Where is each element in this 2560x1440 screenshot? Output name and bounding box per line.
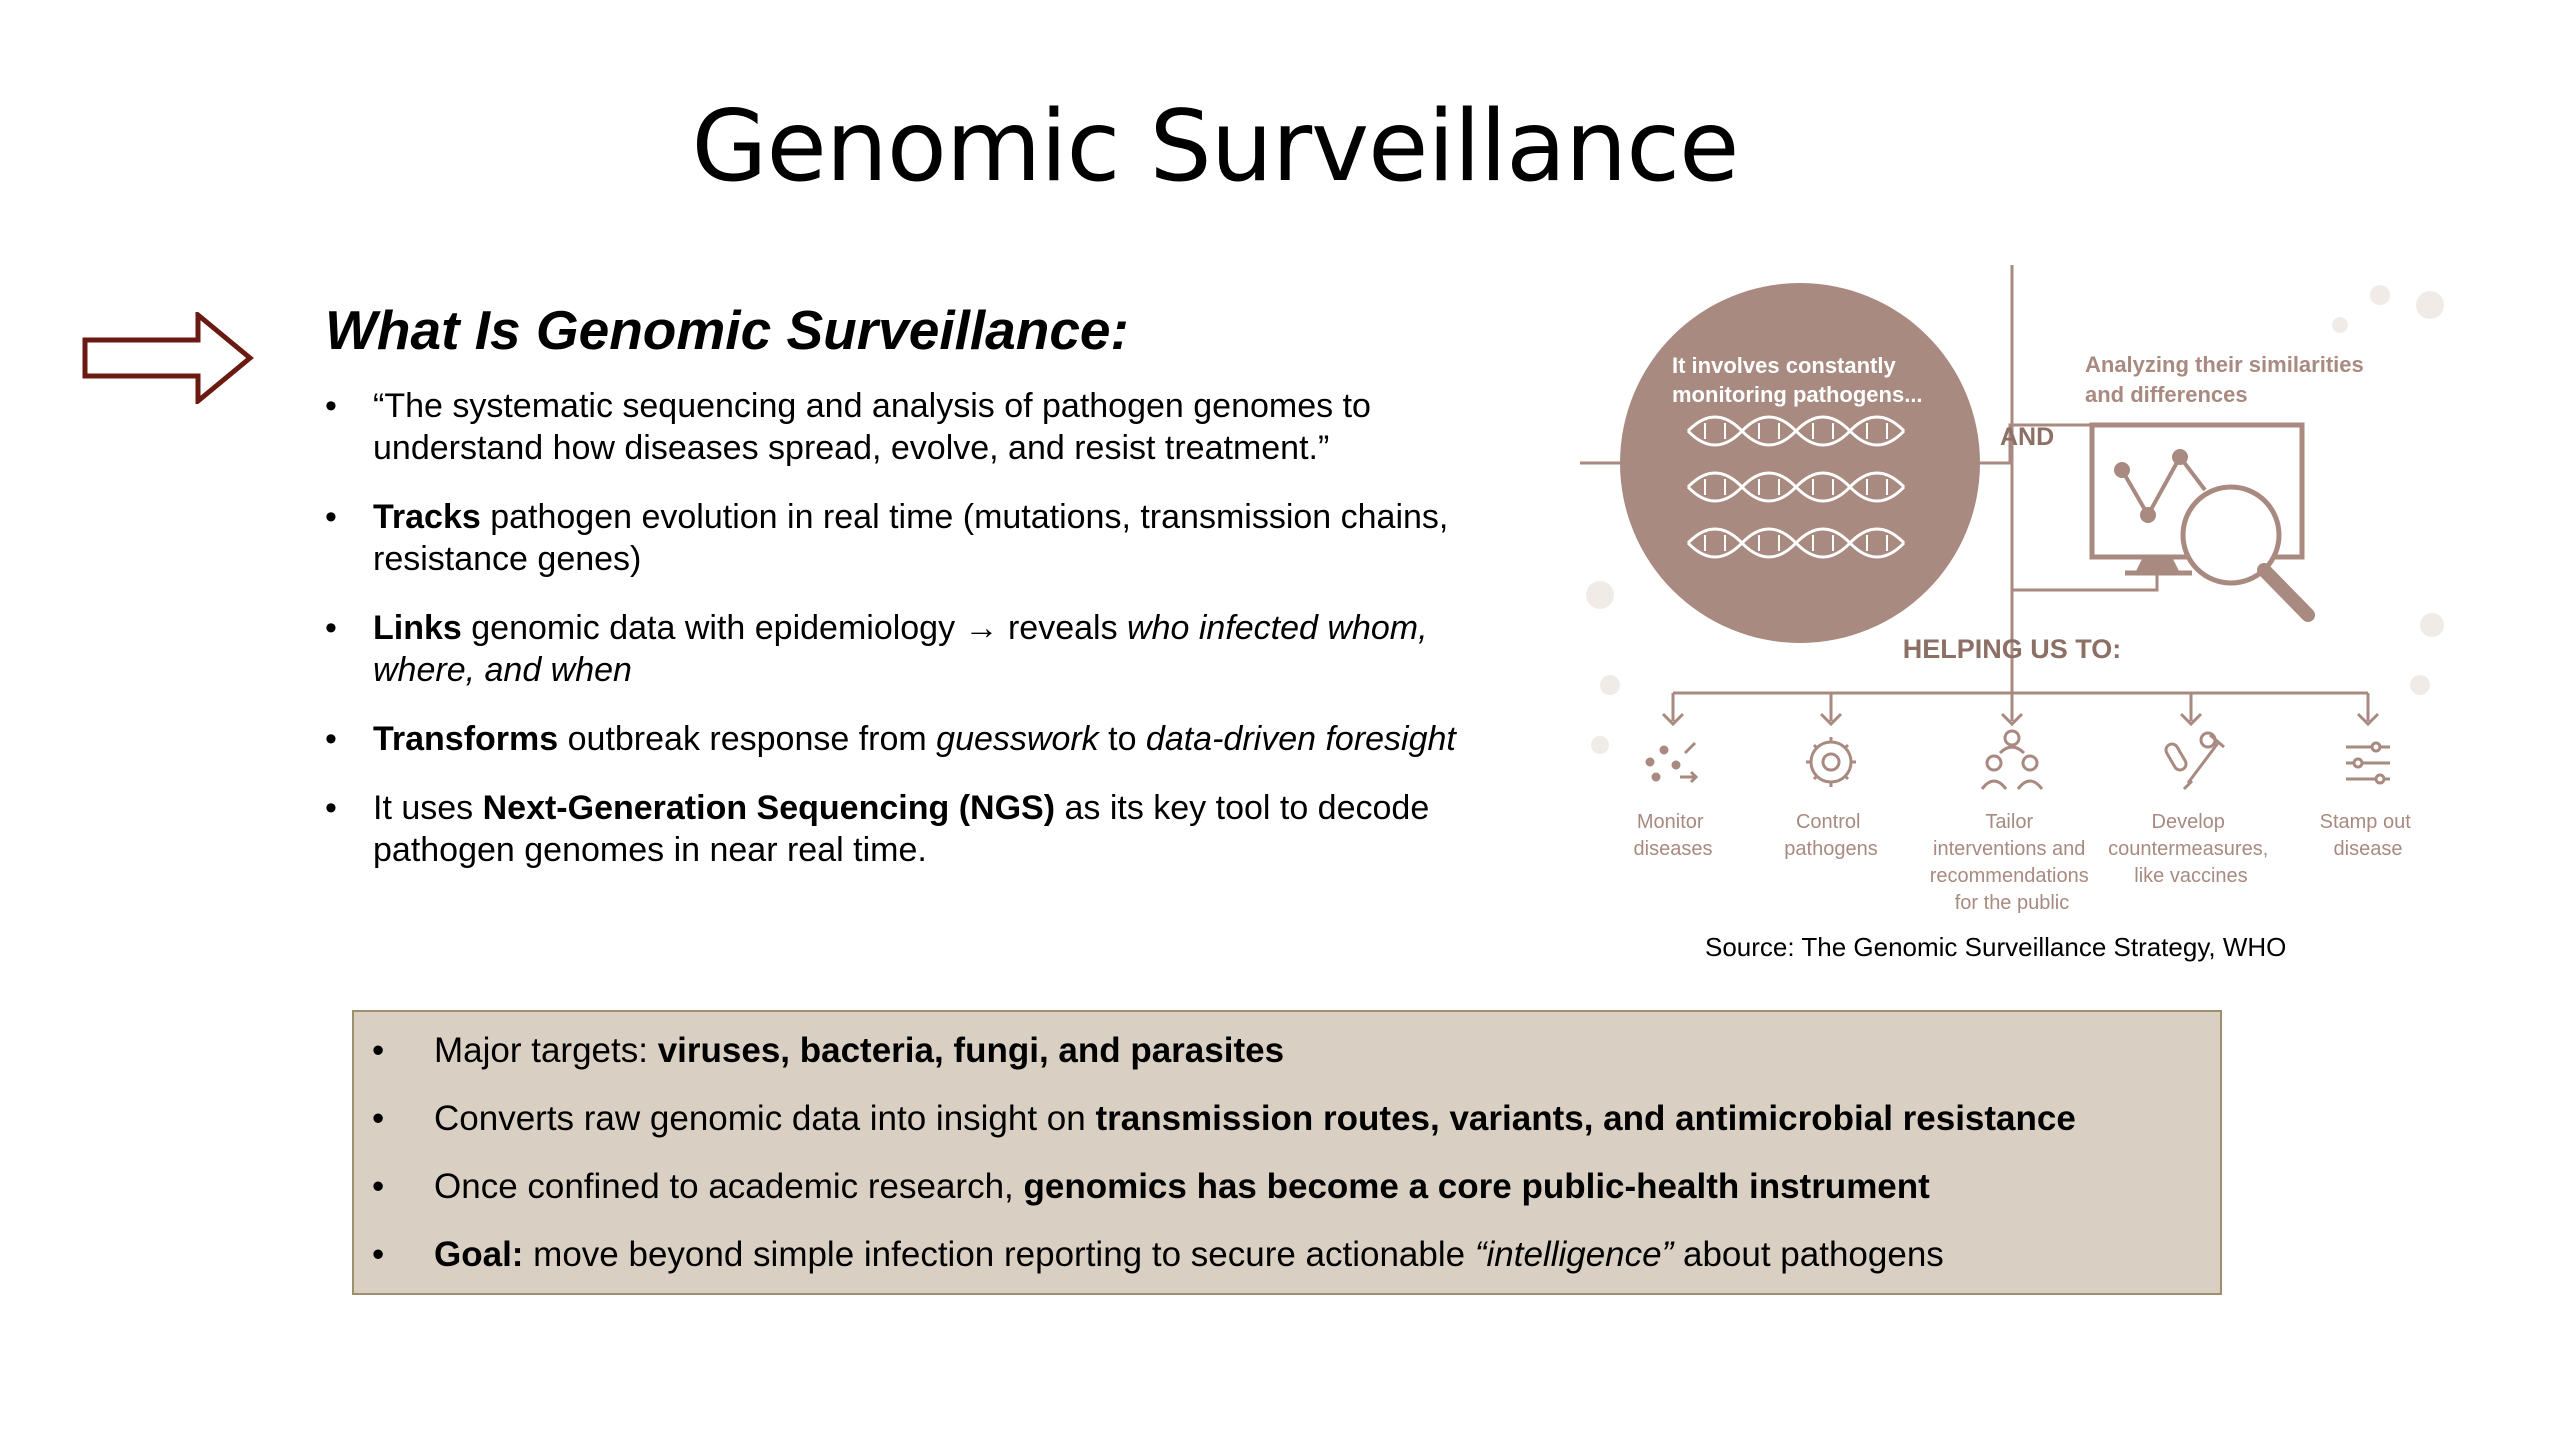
bullet-text: Once confined to academic research, [434, 1167, 1024, 1206]
bullet-text: as its key tool to decode pathogen genomes in near real time. [373, 789, 1430, 869]
summary-box [352, 1010, 2222, 1295]
list-item [354, 1234, 2220, 1276]
definition-bullet-list [325, 385, 1465, 898]
bullet-text: about pathogens [1673, 1235, 1944, 1274]
right-arrow-icon [82, 312, 254, 404]
tailor-interventions-icon [1982, 731, 2042, 789]
bullet-emphasis: guesswork [936, 720, 1099, 758]
monitoring-circle [1620, 283, 1980, 643]
bullet-keyword: Goal: [434, 1235, 524, 1274]
bullet-text: It uses [373, 789, 483, 827]
bullet-text: to [1098, 720, 1146, 758]
bullet-keyword: genomics has become a core public-health instrument [1023, 1167, 1930, 1206]
list-item [354, 1166, 2220, 1208]
action-label-tailor: Tailor interventions and recommendations for the public [1929, 811, 2089, 914]
analyze-text-line-1: Analyzing their similarities [2085, 352, 2364, 377]
bullet-text: Major targets: [434, 1031, 658, 1070]
list-item [325, 385, 1465, 469]
list-item [325, 607, 1465, 691]
monitor-diseases-icon [1647, 743, 1696, 782]
stamp-out-disease-icon [2346, 743, 2390, 783]
bullet-keyword: Transforms [373, 720, 559, 758]
analyze-text-line-2: and differences [2085, 382, 2248, 407]
action-label-develop: Develop countermeasures, like vaccines [2108, 811, 2269, 887]
action-label-stamp-out: Stamp out disease [2319, 811, 2411, 860]
bullet-text: Converts raw genomic data into insight on [434, 1099, 1096, 1138]
down-arrow-icons [1663, 714, 2378, 724]
list-item [325, 718, 1465, 760]
bullet-emphasis: “intelligence” [1474, 1235, 1674, 1274]
circle-text-line-2: monitoring pathogens... [1672, 382, 1923, 407]
bullet-text: pathogen evolution in real time (mutations, transmission chains, resistance genes) [373, 498, 1449, 578]
bullet-text: move beyond simple infection reporting to secure actionable [523, 1235, 1475, 1274]
action-label-monitor: Monitor diseases [1633, 811, 1713, 860]
list-item [325, 496, 1465, 580]
section-subtitle: What Is Genomic Surveillance: [325, 299, 1129, 361]
bullet-emphasis: who infected whom, where, and when [373, 609, 1428, 689]
slide-title: Genomic Surveillance [691, 90, 1739, 204]
bullet-keyword: viruses, bacteria, fungi, and parasites [657, 1031, 1285, 1070]
definition-quote: “The systematic sequencing and analysis of pathogen genomes to understand how diseases spread, evolve, and resist treatment.” [373, 387, 1371, 467]
monitor-analysis-icon [2092, 425, 2308, 615]
bullet-text: outbreak response from [558, 720, 937, 758]
list-item [325, 787, 1465, 871]
bullet-keyword: Links [373, 609, 462, 647]
helping-label: HELPING US TO: [1902, 634, 2122, 664]
list-item [354, 1030, 2220, 1072]
and-label: AND [2000, 423, 2055, 451]
develop-vaccines-icon [2164, 733, 2224, 789]
figure-source-caption: Source: The Genomic Surveillance Strategy, WHO [1705, 932, 2287, 962]
bullet-keyword: transmission routes, variants, and antimicrobial resistance [1095, 1099, 2076, 1138]
summary-bullet-list [354, 1012, 2220, 1276]
action-label-control: Control pathogens [1784, 811, 1878, 860]
bullet-keyword: Tracks [373, 498, 481, 536]
who-genomic-surveillance-diagram [1580, 265, 2450, 925]
circle-text-line-1: It involves constantly [1672, 353, 1896, 378]
bullet-keyword: Next-Generation Sequencing (NGS) [482, 789, 1056, 827]
control-pathogens-icon [1806, 737, 1856, 787]
list-item [354, 1098, 2220, 1140]
bullet-emphasis: data-driven foresight [1145, 720, 1456, 758]
bullet-text: genomic data with epidemiology → reveals [461, 609, 1128, 647]
